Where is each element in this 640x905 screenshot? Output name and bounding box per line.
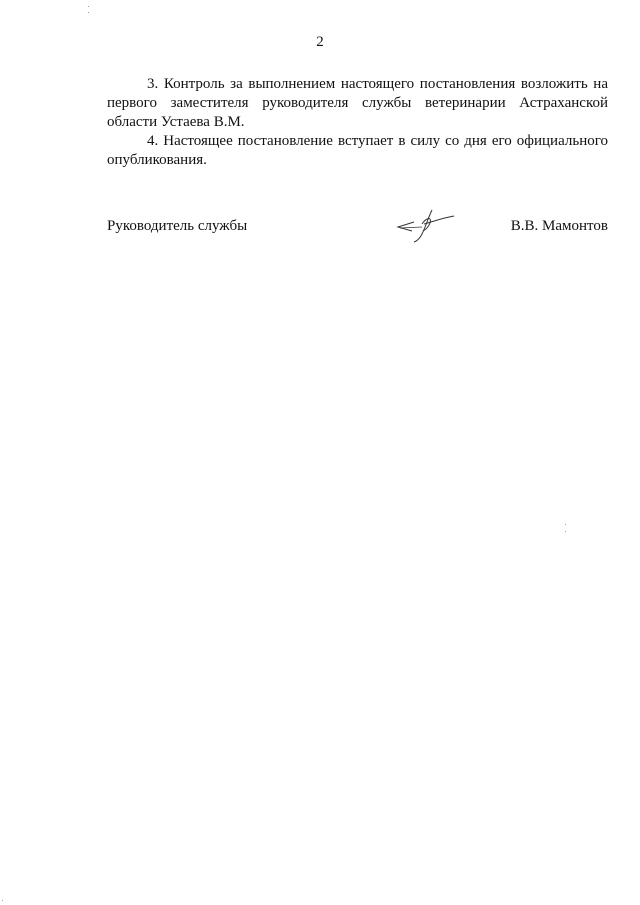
handwritten-signature bbox=[392, 206, 462, 246]
signature-block bbox=[107, 214, 608, 244]
paragraph-4: 4. Настоящее постановление вступает в силу со дня его официального опубликования. bbox=[107, 133, 608, 168]
signatory-name: В.В. Мамонтов bbox=[510, 218, 608, 234]
paragraph-3: 3. Контроль за выполнением настоящего постановления возложить на первого заместителя руководителя службы ветеринарии Астраханской области Устаева В.М. bbox=[107, 76, 608, 130]
signatory-position: Руководитель службы bbox=[107, 218, 248, 234]
page-number: 2 bbox=[316, 34, 324, 50]
scan-speck bbox=[88, 12, 89, 13]
scan-speck bbox=[565, 524, 566, 525]
scan-speck bbox=[565, 531, 566, 532]
scan-speck bbox=[88, 6, 89, 7]
scan-speck bbox=[2, 900, 3, 901]
document-body bbox=[107, 75, 608, 170]
